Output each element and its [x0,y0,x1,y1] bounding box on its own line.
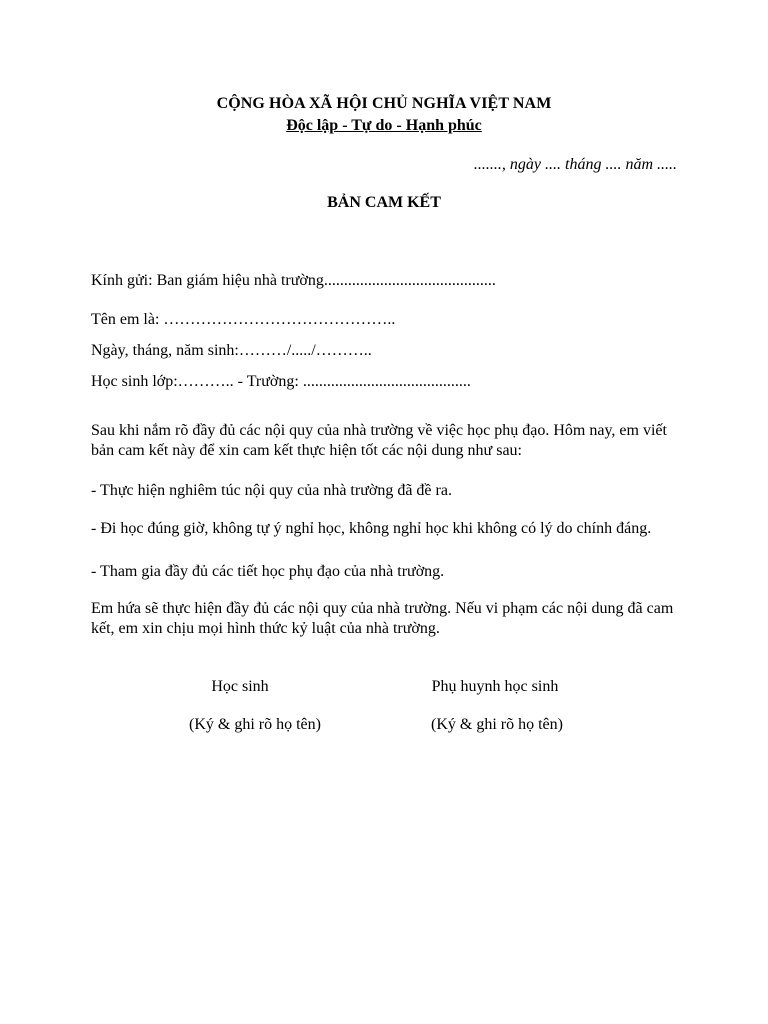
commitment-item: - Đi học đúng giờ, không tự ý nghỉ học, không nghỉ học khi không có lý do chính đáng. [91,520,652,537]
recipient-line: Kính gửi: Ban giám hiệu nhà trường........................................... [91,272,496,289]
nation-heading: CỘNG HÒA XÃ HỘI CHỦ NGHĨA VIỆT NAM [216,95,552,112]
class-school-field: Học sinh lớp:……….. - Trường: .......................................... [91,373,471,390]
intro-paragraph: Sau khi nắm rõ đầy đủ các nội quy của nhà trường về việc học phụ đạo. Hôm nay, em viết bản cam kết này để xin cam kết thực hiện tốt các nội dung như sau: [91,422,667,459]
commitment-item: - Thực hiện nghiêm túc nội quy của nhà trường đã đề ra. [91,482,452,499]
student-signature-role: Học sinh [211,678,269,695]
commitment-item: - Tham gia đầy đủ các tiết học phụ đạo của nhà trường. [91,563,445,580]
name-field: Tên em là: …………………………………….. [91,311,396,328]
parent-signature-role: Phụ huynh học sinh [431,678,559,695]
conclusion-paragraph: Em hứa sẽ thực hiện đầy đủ các nội quy của nhà trường. Nếu vi phạm các nội dung đã cam kết, em xin chịu mọi hình thức kỷ luật của nhà trường. [91,600,674,637]
parent-signature-note: (Ký & ghi rõ họ tên) [431,716,563,733]
dob-field: Ngày, tháng, năm sinh:………/...../……….. [91,342,372,359]
document-title: BẢN CAM KẾT [327,194,441,211]
date-line: ......., ngày .... tháng .... năm ..... [473,156,677,173]
motto-heading: Độc lập - Tự do - Hạnh phúc [286,117,482,134]
student-signature-note: (Ký & ghi rõ họ tên) [189,716,321,733]
